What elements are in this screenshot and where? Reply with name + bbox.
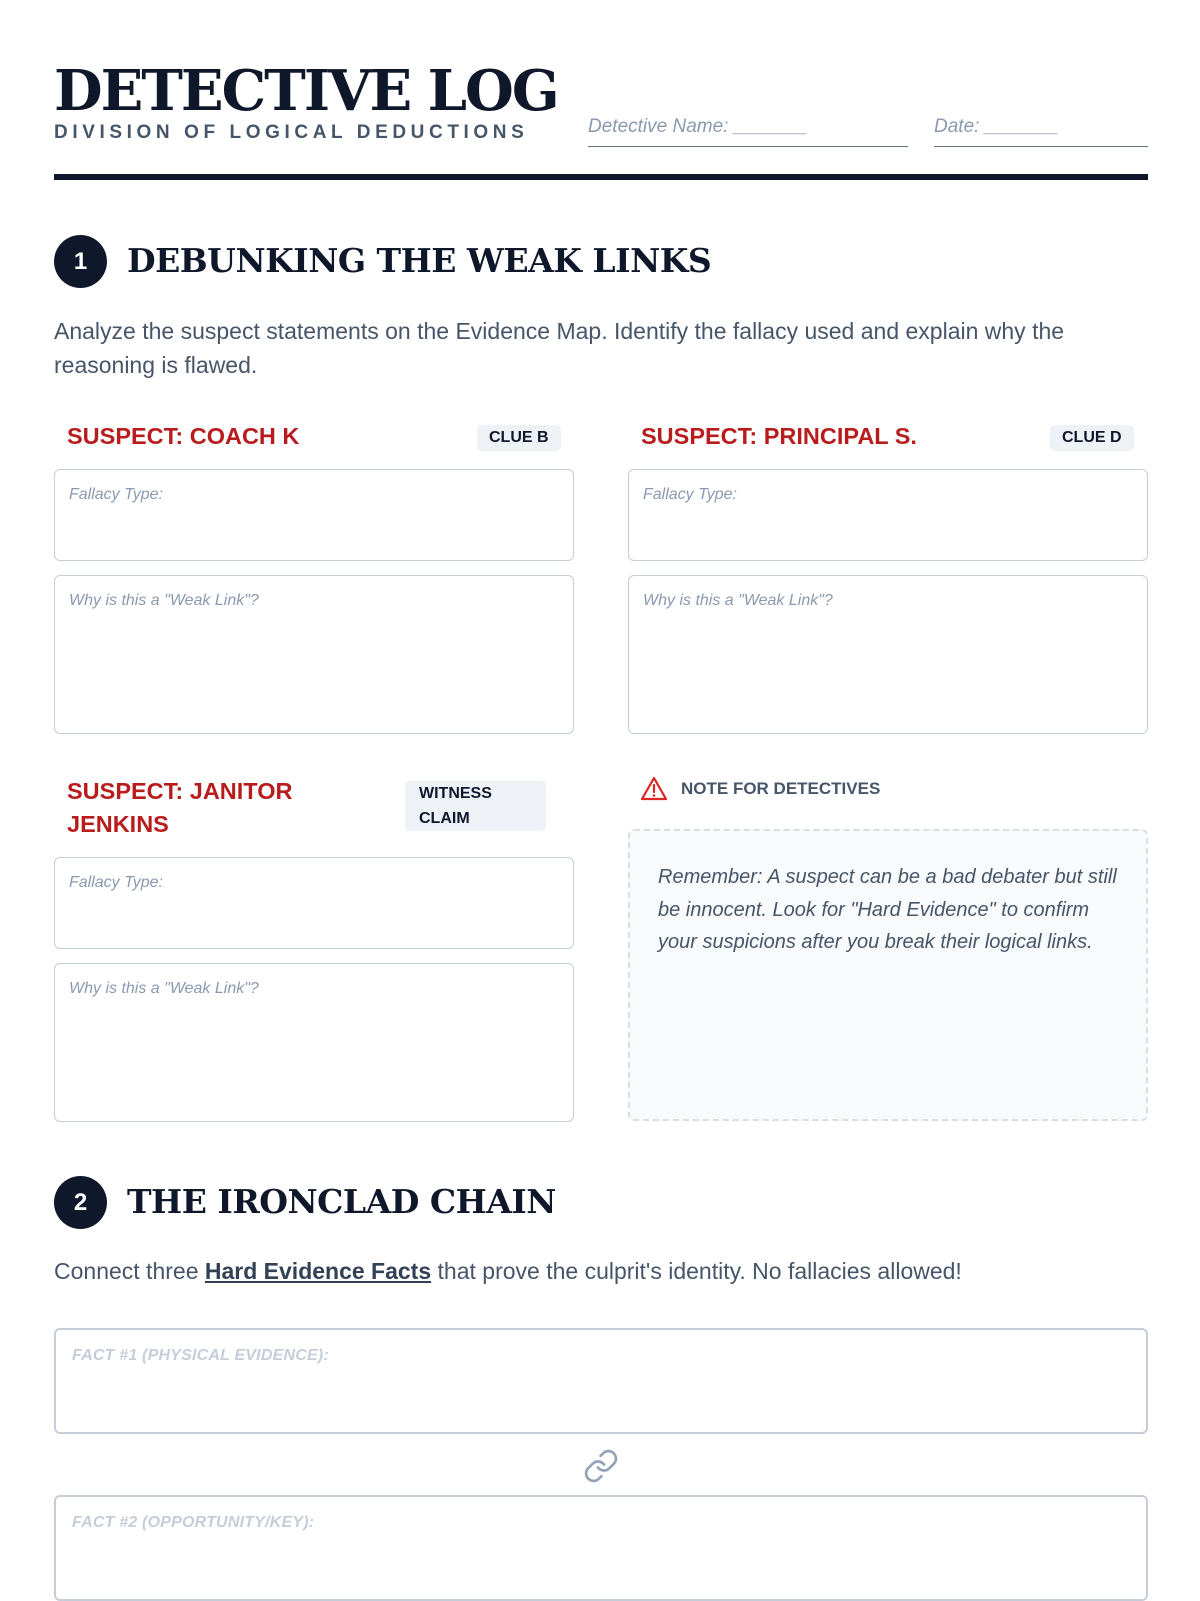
instructions-text-start: Connect three xyxy=(54,1258,205,1284)
section-2-title: THE IRONCLAD CHAIN xyxy=(127,1182,556,1221)
janitor-jenkins-fallacy-type-box[interactable] xyxy=(54,857,574,949)
fact-2-label: FACT #2 (OPPORTUNITY/KEY): xyxy=(72,1514,315,1531)
clue-b-badge: CLUE B xyxy=(477,425,561,451)
fact-1-label: FACT #1 (PHYSICAL EVIDENCE): xyxy=(72,1347,329,1364)
weak-link-label: Why is this a "Weak Link"? xyxy=(69,592,259,609)
principal-s-explanation-box[interactable] xyxy=(628,575,1148,734)
instructions-text-end: that prove the culprit's identity. No fallacies allowed! xyxy=(431,1258,962,1284)
section-1-instructions: Analyze the suspect statements on the Evidence Map. Identify the fallacy used and explain why the reasoning is flawed. xyxy=(54,318,1065,378)
note-text: Remember: A suspect can be a bad debater but still be innocent. Look for "Hard Evidence" to confirm your suspicions after you break their logical links. xyxy=(658,866,1117,953)
date-field[interactable]: Date: _______ xyxy=(934,112,1148,147)
fact-1-box[interactable] xyxy=(54,1328,1148,1434)
warning-triangle-icon xyxy=(640,776,668,802)
chain-link-icon xyxy=(583,1448,619,1484)
detective-name-field[interactable]: Detective Name: _______ xyxy=(588,112,908,147)
section-1-number: 1 xyxy=(54,235,107,288)
section-2-number: 2 xyxy=(54,1176,107,1229)
page-subtitle: DIVISION OF LOGICAL DEDUCTIONS xyxy=(54,122,529,143)
witness-claim-badge: WITNESS CLAIM xyxy=(405,781,546,831)
fallacy-type-label: Fallacy Type: xyxy=(69,486,163,503)
weak-link-label: Why is this a "Weak Link"? xyxy=(69,980,259,997)
fallacy-type-label: Fallacy Type: xyxy=(643,486,737,503)
suspect-janitor-jenkins-name: SUSPECT: JANITOR JENKINS xyxy=(67,778,293,837)
section-1-title: DEBUNKING THE WEAK LINKS xyxy=(127,241,712,280)
principal-s-fallacy-type-box[interactable] xyxy=(628,469,1148,561)
page-title: DETECTIVE LOG xyxy=(54,58,558,124)
weak-link-label: Why is this a "Weak Link"? xyxy=(643,592,833,609)
coach-k-explanation-box[interactable] xyxy=(54,575,574,734)
suspect-coach-k-name: SUSPECT: COACH K xyxy=(67,423,300,449)
hard-evidence-emphasis: Hard Evidence Facts xyxy=(204,1258,432,1284)
header xyxy=(54,60,1148,180)
clue-d-badge: CLUE D xyxy=(1050,425,1134,451)
section-2-instructions xyxy=(54,1254,1148,1288)
suspect-principal-s-name: SUSPECT: PRINCIPAL S. xyxy=(641,423,917,449)
note-heading-label: NOTE FOR DETECTIVES xyxy=(681,779,881,798)
detective-note-box xyxy=(628,829,1148,1121)
header-divider xyxy=(54,174,1148,180)
fallacy-type-label: Fallacy Type: xyxy=(69,874,163,891)
coach-k-fallacy-type-box[interactable] xyxy=(54,469,574,561)
fact-2-box[interactable] xyxy=(54,1495,1148,1601)
janitor-jenkins-explanation-box[interactable] xyxy=(54,963,574,1122)
